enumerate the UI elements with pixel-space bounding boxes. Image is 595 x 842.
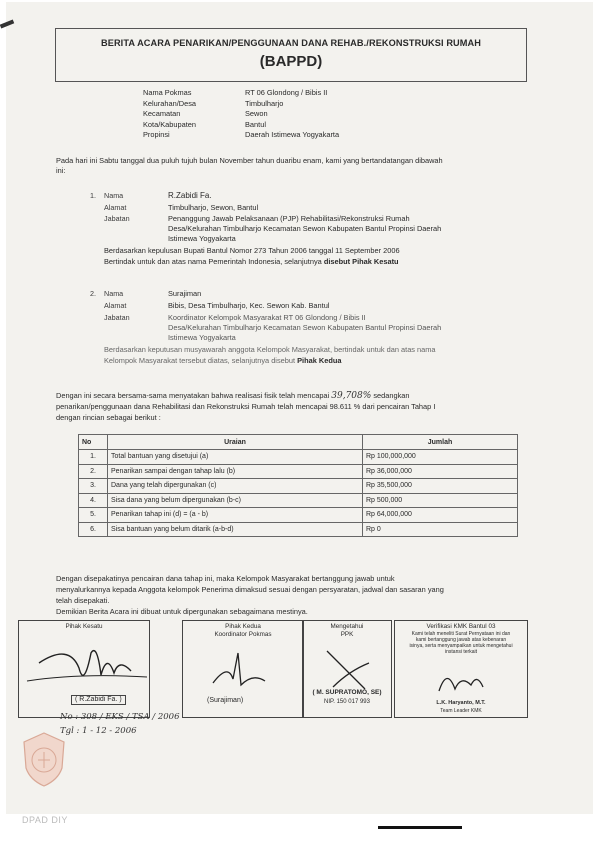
verifikasi-title: Verifikasi KMK Bantul 03 [426, 623, 496, 630]
party1-jabatan-label: Jabatan [104, 214, 130, 223]
para2-line-4: Demikian Berita Acara ini dibuat untuk dipergunakan sebagaimana mestinya. [56, 607, 308, 616]
handwritten-percentage: 39,708% [331, 391, 372, 401]
emblem-watermark-icon [18, 730, 70, 788]
koordinator-label: Koordinator Pokmas [214, 631, 272, 638]
info-row: Kelurahan/Desa Timbulharjo [143, 98, 284, 108]
ppk-nip: NIP. 150 017 993 [324, 699, 370, 705]
table-row: 6. Sisa bantuan yang belum ditarik (a-b-d) Rp 0 [79, 522, 518, 537]
party2-alamat-label: Alamat [104, 301, 127, 310]
info-row: Propinsi Daerah Istimewa Yogyakarta [143, 130, 340, 139]
document-subtitle: (BAPPD) [259, 53, 323, 70]
signature-scribble-1 [19, 633, 149, 693]
document-title: BERITA ACARA PENARIKAN/PENGGUNAAN DANA REHAB./REKONSTRUKSI RUMAH [100, 38, 482, 48]
header-no: No [79, 435, 108, 450]
intro-line-1: Pada hari ini Sabtu tanggal dua puluh tujuh bulan November tahun duaribu enam, kami yang bertandatangan dibawah [56, 156, 443, 165]
signature-scribble-4 [395, 661, 527, 701]
verifikasi-text-4: instansi terkait [445, 649, 477, 655]
party1-nama-label: Nama [104, 191, 124, 200]
footer-watermark: DPAD DIY [22, 815, 68, 825]
party1-number: 1. [90, 191, 96, 200]
party2-dasar-1: Berdasarkan keputusan musyawarah anggota Kelompok Masyarakat, bertindak untuk dan atas nama [104, 345, 436, 354]
ppk-name: ( M. SUPRATOMO, SE) [312, 689, 382, 696]
table-row: 1. Total bantuan yang disetujui (a) Rp 100,000,000 [79, 450, 518, 465]
table-row: 4. Sisa dana yang belum dipergunakan (b-c) Rp 500,000 [79, 493, 518, 508]
info-row: Nama Pokmas RT 06 Glondong / Bibis II [143, 88, 328, 97]
verifikasi-role: Team Leader KMK [440, 708, 482, 714]
party2-alamat: Bibis, Desa Timbulharjo, Kec. Sewon Kab. Bantul [168, 301, 330, 310]
para2-line-1: Dengan disepakatinya pencairan dana tahap ini, maka Kelompok Masyarakat bertanggung jawab untuk [56, 574, 395, 583]
ppk-label: PPK [340, 631, 354, 638]
party2-jabatan-label: Jabatan [104, 313, 130, 322]
table-row: 2. Penarikan sampai dengan tahap lalu (b) Rp 36,000,000 [79, 464, 518, 479]
signature-scribble-3 [303, 641, 391, 696]
party2-number: 2. [90, 289, 96, 298]
party1-dasar: Berdasarkan kepulusan Bupati Bantul Nomor 273 Tahun 2006 tanggal 11 September 2006 [104, 246, 400, 255]
verifikasi-text-2: kami bertanggung jawab atas kebenaran [415, 637, 507, 643]
verifikasi-name: L.K. Haryanto, M.T. [436, 700, 486, 706]
table-header-row [79, 435, 518, 450]
header-jumlah: Jumlah [363, 435, 518, 450]
signature-box-verifikasi [394, 620, 528, 718]
pihak-kedua-name: (Surajiman) [207, 697, 244, 704]
party1-alamat-label: Alamat [104, 203, 127, 212]
verifikasi-text-1: Kami telah meneliti Surat Pernyataan ini dan [411, 631, 511, 637]
party1-bertindak: Bertindak untuk dan atas nama Pemerintah Indonesia, selanjutnya disebut Pihak Kesatu [104, 257, 399, 266]
bottom-bar [378, 826, 462, 829]
pihak-kedua-label: Pihak Kedua [225, 623, 261, 630]
mengetahui-label: Mengetahui [330, 623, 364, 630]
pihak-kesatu-name: ( R.Zabidi Fa. ) [71, 695, 126, 705]
party1-jabatan-3: Istimewa Yogyakarta [168, 234, 236, 243]
handwritten-number: No : 308 / EKS / TSA / 2006 [60, 712, 180, 722]
party2-nama-label: Nama [104, 289, 124, 298]
table-row: 5. Penarikan tahap ini (d) = (a - b) Rp 64,000,000 [79, 508, 518, 523]
party2-dasar-2: Kelompok Masyarakat tersebut diatas, selanjutnya disebut Pihak Kedua [104, 356, 342, 365]
party1-nama: R.Zabidi Fa. [168, 191, 212, 200]
verifikasi-text-3: isinya, serta menyampaikan untuk mengetahui [409, 643, 513, 649]
signature-scribble-2 [183, 643, 303, 698]
para2-line-2: menyalurkannya kepada Anggota kelompok Penerima dimaksud sesuai dengan persyaratan, jadwal dan sasaran yang [56, 585, 444, 594]
info-row: Kota/Kabupaten Bantul [143, 119, 266, 129]
para2-line-3: telah disepakati. [56, 596, 110, 605]
details-table [78, 434, 518, 537]
party2-jabatan-3: Istimewa Yogyakarta [168, 333, 236, 342]
party2-nama: Surajiman [168, 289, 202, 298]
para1-line-2: penarikan/penggunaan dana Rehabilitasi dan Rekonstruksi Rumah telah mencapai 98.611 % dari pencairan Tahap I [56, 402, 436, 411]
header-uraian: Uraian [108, 435, 363, 450]
party1-jabatan-1: Penanggung Jawab Pelaksanaan (PJP) Rehabilitasi/Rekonstruksi Rumah [168, 214, 410, 223]
pokmas-info [143, 88, 339, 141]
para1-line-3: dengan rincian sebagai berikut : [56, 413, 161, 422]
signature-box-pihak-kedua [182, 620, 304, 718]
pihak-kesatu-label: Pihak Kesatu [65, 623, 103, 630]
title-box [55, 28, 527, 82]
para1-line-1: Dengan ini secara bersama-sama menyatakan bahwa realisasi fisik telah mencapai 39,708% sedangkan [56, 391, 410, 401]
party2-jabatan-1: Koordinator Kelompok Masyarakat RT 06 Glondong / Bibis II [168, 313, 366, 322]
party1-jabatan-2: Desa/Kelurahan Timbulharjo Kecamatan Sewon Kabupaten Bantul Propinsi Daerah [168, 224, 442, 233]
table-row: 3. Dana yang telah dipergunakan (c) Rp 35,500,000 [79, 479, 518, 494]
handwritten-date: Tgl : 1 - 12 - 2006 [60, 726, 137, 736]
signature-box-ppk [302, 620, 392, 718]
info-row: Kecamatan Sewon [143, 109, 268, 118]
party2-jabatan-2: Desa/Kelurahan Timbulharjo Kecamatan Sewon Kabupaten Bantul Propinsi Daerah [168, 323, 442, 332]
party1-alamat: Timbulharjo, Sewon, Bantul [168, 203, 259, 212]
signature-box-pihak-kesatu [18, 620, 150, 718]
intro-line-2: ini: [56, 166, 66, 175]
